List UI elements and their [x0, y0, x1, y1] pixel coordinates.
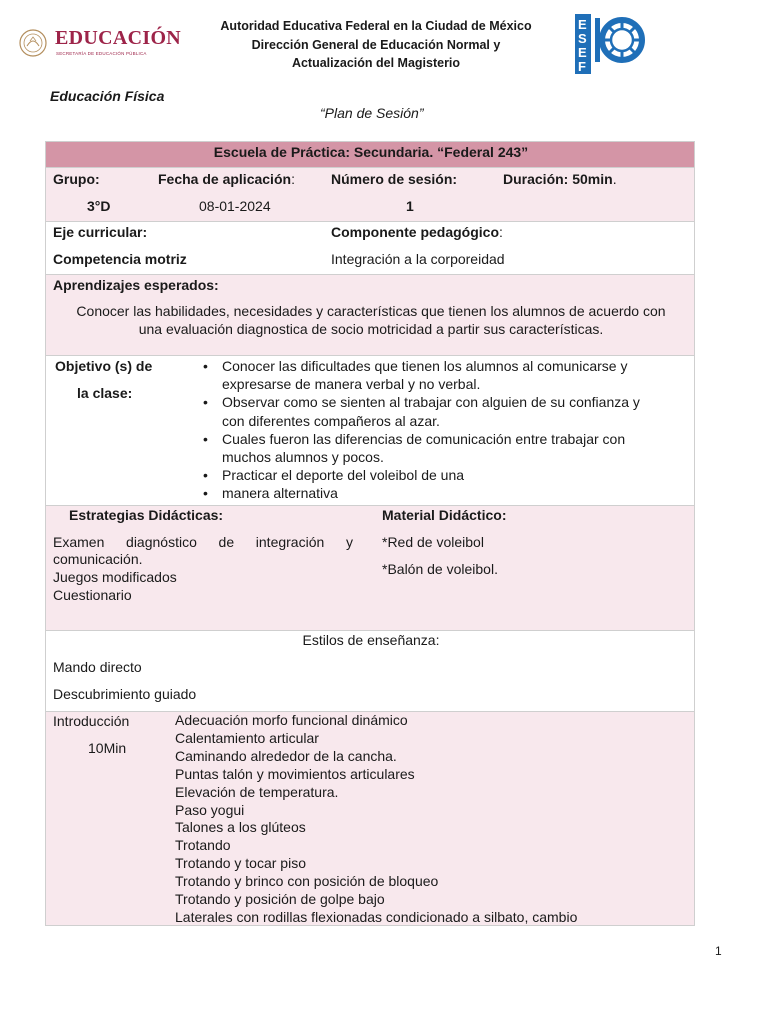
grupo-label: Grupo:	[53, 171, 100, 187]
activity-item: Laterales con rodillas flexionadas condicionado a silbato, cambio	[175, 908, 578, 925]
activity-item: Calentamiento articular	[175, 729, 319, 746]
estrategia-word: integración	[255, 534, 325, 550]
estrategia-item-2: Juegos modificados	[53, 569, 177, 585]
school-row	[45, 141, 695, 168]
objetivo-item-line: • Cuales fueron las diferencias de comunicación entre trabajar con	[222, 430, 626, 447]
header-line-3: Actualización del Magisterio	[291, 56, 461, 70]
header-line-2: Dirección General de Educación Normal y	[251, 37, 501, 52]
estrategias-material-row	[45, 505, 695, 631]
objetivo-item-line: con diferentes compañeros al azar.	[222, 412, 440, 429]
estilo-item-1: Mando directo	[53, 659, 142, 675]
activity-item: Trotando y brinco con posición de bloqueo	[175, 873, 439, 890]
objetivo-item	[201, 357, 691, 393]
school-name: Escuela de Práctica: Secundaria. “Federal 243”	[213, 144, 529, 160]
duracion-dot: .	[612, 171, 617, 187]
objetivo-list	[201, 357, 691, 503]
objetivo-label-line-2: la clase:	[77, 385, 133, 401]
fecha-colon: :	[291, 171, 295, 187]
activity-item: Talones a los glúteos	[175, 819, 306, 836]
institution-header	[186, 17, 566, 73]
document-title: “Plan de Sesión”	[320, 105, 424, 121]
grupo-value: 3°D	[87, 198, 111, 214]
estrategia-word: Examen	[53, 534, 105, 550]
national-seal-icon	[18, 26, 48, 60]
componente-colon: :	[499, 224, 503, 240]
objetivo-item-line: expresarse de manera verbal y no verbal.	[222, 376, 481, 393]
objetivo-item-line: • Practicar el deporte del voleibol de una	[222, 467, 465, 484]
aprendizajes-line-2: una evaluación diagnostica de socio motricidad a partir sus características.	[138, 321, 604, 337]
objetivo-item-line: • Conocer las dificultades que tienen los alumnos al comunicarse y	[222, 358, 628, 374]
estrategia-word: y	[345, 534, 353, 550]
estrategia-item-1	[53, 533, 353, 551]
fecha-value: 08-01-2024	[199, 198, 271, 214]
logo-education-word: EDUCACIÓN	[55, 27, 182, 49]
objetivo-item	[201, 393, 691, 429]
activity-item: Caminando alrededor de la cancha.	[175, 747, 397, 764]
componente-value: Integración a la corporeidad	[331, 251, 505, 267]
esef-logo	[574, 12, 646, 76]
activity-item: Elevación de temperatura.	[175, 783, 339, 800]
objetivo-item	[201, 484, 691, 502]
introduccion-row	[45, 711, 695, 926]
logo-education-subtext: SECRETARÍA DE EDUCACIÓN PÚBLICA	[56, 51, 147, 56]
aprendizajes-line-1: Conocer las habilidades, necesidades y características que tienen los alumnos de acuerdo con	[76, 303, 666, 319]
estilos-row	[45, 630, 695, 712]
estilo-item-2: Descubrimiento guiado	[53, 686, 197, 702]
activity-item: Paso yogui	[175, 801, 245, 818]
componente-label: Componente pedagógico	[331, 224, 499, 240]
estrategia-item-1-cont: comunicación.	[53, 551, 143, 567]
introduccion-time: 10Min	[88, 740, 127, 756]
subject-title: Educación Física	[50, 88, 165, 104]
estilos-label: Estilos de enseñanza:	[302, 632, 440, 648]
objetivo-item-line: muchos alumnos y pocos.	[222, 449, 384, 466]
eje-label: Eje curricular:	[53, 224, 148, 240]
sep-education-logo	[18, 26, 182, 62]
introduccion-activities	[175, 712, 577, 927]
aprendizajes-label: Aprendizajes esperados:	[53, 277, 219, 293]
activity-item: Adecuación morfo funcional dinámico	[175, 712, 408, 728]
objetivo-item-line: • Observar como se sienten al trabajar con alguien de su confianza y	[222, 394, 640, 411]
page-number: 1	[715, 944, 722, 958]
estrategia-item-3: Cuestionario	[53, 587, 132, 603]
esef-letter-1: E	[578, 17, 587, 32]
eje-value: Competencia motriz	[53, 251, 187, 267]
sesion-value: 1	[406, 198, 414, 214]
material-item-1: *Red de voleibol	[382, 534, 484, 550]
material-label: Material Didáctico:	[382, 507, 507, 523]
activity-item: Trotando	[175, 837, 231, 854]
aprendizajes-row	[45, 274, 695, 356]
session-info-row	[45, 167, 695, 222]
esef-letter-4: F	[578, 59, 586, 74]
estrategia-word: diagnóstico	[126, 534, 197, 550]
objetivo-item	[201, 430, 691, 466]
sesion-label: Número de sesión:	[331, 171, 458, 187]
objetivo-label-line-1: Objetivo (s) de	[55, 358, 153, 374]
activity-item: Trotando y tocar piso	[175, 855, 306, 872]
objetivo-item	[201, 466, 691, 484]
objetivo-row	[45, 355, 695, 506]
duracion-label: Duración: 50min	[503, 171, 613, 187]
esef-emblem-icon	[574, 12, 646, 76]
objetivo-item-line: • manera alternativa	[222, 485, 338, 502]
esef-letter-3: E	[578, 45, 587, 60]
componente-label-wrap	[331, 223, 503, 241]
eje-curricular-row	[45, 221, 695, 275]
material-item-2: *Balón de voleibol.	[382, 561, 498, 577]
activity-item: Puntas talón y movimientos articulares	[175, 765, 415, 782]
estrategia-word: de	[218, 534, 235, 550]
estrategias-label: Estrategias Didácticas:	[69, 507, 224, 523]
fecha-label: Fecha de aplicación	[158, 171, 292, 187]
header-line-1: Autoridad Educativa Federal en la Ciudad de México	[220, 19, 532, 33]
fecha-label-wrap	[158, 170, 295, 188]
duracion-label-wrap	[503, 170, 617, 188]
activity-item: Trotando y posición de golpe bajo	[175, 891, 385, 908]
introduccion-label: Introducción	[53, 713, 130, 729]
esef-letter-2: S	[578, 31, 587, 46]
